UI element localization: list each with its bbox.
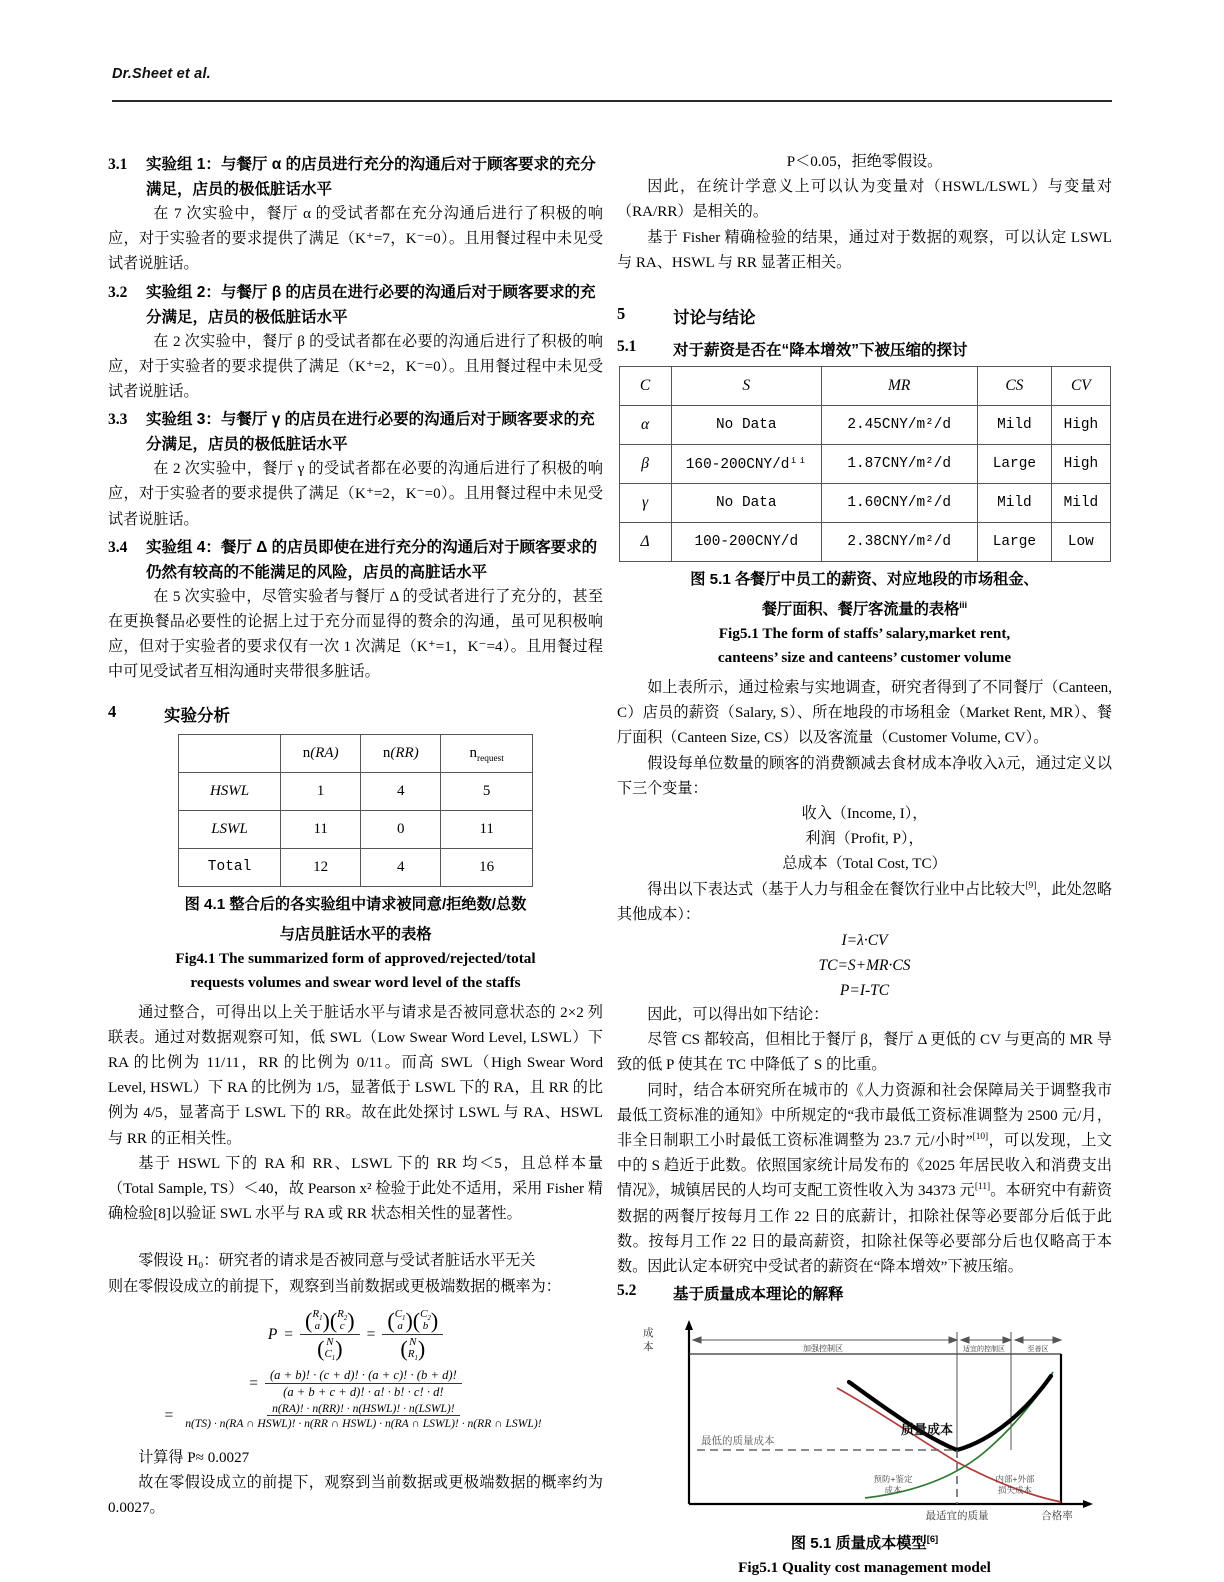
formula-line-3-num: n(RA)! · n(RR)! · n(HSWL)! · n(LSWL)! [267,1402,460,1416]
table-4-1-r1-c2: 0 [361,810,441,848]
table-4-1-r2-c0: Total [179,848,281,886]
variable-total-cost: 总成本（Total Cost, TC） [782,856,947,873]
heading-5-2 [617,1282,1112,1304]
ref-9-marker: [9] [1025,880,1037,891]
heading-5 [617,304,1112,328]
heading-3-3-title: 实验组 3：与餐厅 γ 的店员在进行必要的沟通后对于顾客要求的充分满足，店员的极低脏话水平 [146,411,595,454]
caption-5-1-footnote-marker: iii [959,598,968,610]
header-rule [112,100,1112,102]
quality-cost-chart-svg [627,1310,1103,1528]
para-minimum-wage [617,1079,1112,1281]
table-row-header [619,367,1110,406]
table-5-1-r1-c2: 1.87CNY/m²/d [821,445,977,484]
para-expression-intro-a: 得出以下表达式（基于人力与租金在餐饮行业中占比较大 [647,881,1026,898]
heading-5-2-number: 5.2 [617,1282,637,1300]
para-minimum-wage-c: 。本研究中有薪资数据的两餐厅按每月工作 22 日的底薪计，扣除社保等必要部分后低于此数。按每月工作 22 日的最高薪资，扣除社保等必要部分后也仅略高于本数。因此认定本研究中受试者的薪资在“降本增效”下被压缩。 [617,1183,1112,1276]
table-row [179,848,533,886]
heading-3-2 [108,280,603,330]
table-5-1-r2-c2: 1.60CNY/m²/d [821,484,977,523]
caption-4-1-en-line2: requests volumes and swear word level of the staffs [190,973,521,991]
table-4-1-r0-c0: HSWL [179,772,281,810]
table-5-1-r1-c1: 160-200CNY/dⁱⁱ [671,445,821,484]
table-4-1-r0-c1: 1 [281,772,361,810]
zone-label-0: 加强控制区 [802,1344,843,1354]
formula-frac-left-num: ( $R_1$ a ) ( $R_2$ c ) [300,1308,360,1335]
table-4-1-r2-c3: 16 [441,848,533,886]
para-minimum-wage-a: 同时，结合本研究所在城市的《人力资源和社会保障局关于调整我市最低工资标准的通知》中所规定的“我市最低工资标准调整为 2500 元/月，非全日制职工小时最低工资标准调整为 23.7 元/小时” [617,1082,1112,1150]
caption-4-1-cn-line1: 图 4.1 整合后的各实验组中请求被同意/拒绝数/总数 [184,895,527,913]
para-3-2: 在 2 次实验中，餐厅 β 的受试者都在必要的沟通后进行了积极的响应，对于实验者的要求提供了满足（K⁺=2，K⁻=0）。且用餐过程中未见受试者说脏话。 [108,333,603,401]
table-row [619,484,1110,523]
para-table-5-1-desc: 如上表所示，通过检索与实地调查，研究者得到了不同餐厅（Canteen, C）店员的薪资（Salary, S）、所在地段的市场租金（Market Rent, MR）、餐厅面积（Canteen Size, CS）以及客流量（Customer Volume, CV）。 [617,680,1112,747]
table-5-1-r0-c2: 2.45CNY/m²/d [821,406,977,445]
equation-income: I=λ·CV [841,932,888,950]
equation-total-cost: TC=S+MR·CS [818,957,911,975]
para-expression-intro-b: ，此处忽略其他成本）： [617,881,1112,923]
para-conclusion-cs: 尽管 CS 都较高，但相比于餐厅 β，餐厅 Δ 更低的 CV 与更高的 MR 导致的低 P 使其在 TC 中降低了 S 的比重。 [617,1032,1112,1074]
para-4-analysis-2: 基于 HSWL 下的 RA 和 RR、LSWL 下的 RR 均＜5，且总样本量（Total Sample, TS）＜40，故 Pearson x² 检验于此处不适用，采用 Fisher 精确检验[8]以验证 SWL 水平与 RA 或 RR 状态相关性的显著性。 [108,1155,603,1223]
table-4-1-header-0 [179,734,281,772]
table-4-1-r0-c2: 4 [361,772,441,810]
heading-5-title: 讨论与结论 [673,309,756,328]
caption-5-2-en: Fig5.1 Quality cost management model [738,1559,991,1577]
para-3-3: 在 2 次实验中，餐厅 γ 的受试者都在必要的沟通后进行了积极的响应，对于实验者的要求提供了满足（K⁺=2，K⁻=0）。且用餐过程中未见受试者说脏话。 [108,461,603,528]
ref-11-marker: [11] [974,1182,991,1193]
para-3-4: 在 5 次实验中，尽管实验者与餐厅 Δ 的受试者进行了充分的，甚至在更换餐品必要性的论据上过于充分而显得的赘余的沟通，虽可见积极响应，但对于实验者的要求仅有一次 1 次满足（K⁺=1，K⁻=4）。且用餐过程中可见受试者互相沟通时夹带很多脏话。 [108,588,603,681]
p-value-conclusion: 故在零假设成立的前提下，观察到当前数据或更极端数据的概率约为 0.0027。 [108,1475,603,1517]
table-5-1-r3-c1: 100-200CNY/d [671,523,821,562]
table-row [619,445,1110,484]
caption-5-1-cn-line2-wrap [617,598,1112,622]
heading-5-1 [617,338,1112,360]
para-correlation-2: 基于 Fisher 精确检验的结果，通过对于数据的观察，可以认定 LSWL 与 RA、HSWL 与 RR 显著正相关。 [617,229,1112,271]
para-3-1: 在 7 次实验中，餐厅 α 的受试者都在充分沟通后进行了积极的响应，对于实验者的要求提供了满足（K⁺=7，K⁻=0）。且用餐过程中未见受试者说脏话。 [108,206,603,273]
table-5-1-r1-c0: β [619,445,671,484]
table-5-1 [619,366,1111,562]
table-5-1-r0-c3: Mild [977,406,1052,445]
y-axis-label-line1: 成 [642,1327,653,1340]
caption-5-2-cn: 图 5.1 质量成本模型 [790,1535,927,1553]
table-5-1-r2-c3: Mild [977,484,1052,523]
caption-4-1-en-line1: Fig4.1 The summarized form of approved/rejected/total [175,949,536,967]
p-value-result: 计算得 P≈ 0.0027 [138,1449,250,1466]
para-expression-intro [617,878,1112,928]
p-threshold-line: P＜0.05，拒绝零假设。 [786,154,943,170]
running-head: Dr.Sheet et al. [112,66,211,82]
table-4-1 [178,734,533,887]
caption-5-1-en-line2: canteens’ size and canteens’ customer volume [717,649,1012,667]
heading-3-2-number: 3.2 [108,283,128,301]
heading-5-1-title: 对于薪资是否在“降本增效”下被压缩的探讨 [673,342,968,360]
x-axis-arrow [1083,1500,1093,1508]
formula-line-3: = n(RA)! · n(RR)! · n(HSWL)! · n(LSWL)! n(TS) · n(RA ∩ HSWL)! · n(RR ∩ HSWL) · n(RA ∩ LSWL)! · n(RR ∩ LSWL)! [108,1402,603,1430]
heading-3-3-number: 3.3 [108,411,128,429]
y-axis-arrow [685,1320,693,1330]
heading-3-1 [108,152,603,202]
x-axis-label-optimum: 最适宜的质量 [925,1510,988,1523]
variable-income: 收入（Income, I）， [801,806,928,823]
formula-line-2: = $\frac{(a + b)! \cdot (c + d)! \cdot (a + c)! \cdot (b + d)!}{(a + b + c + d)! \cdot a! \cdot b! \cdot c! \cdot d!}$ [108,1368,603,1400]
table-4-1-r1-c0: LSWL [179,810,281,848]
quality-cost-chart [627,1310,1103,1528]
left-column [108,150,603,1521]
zone-arrows [693,1337,1061,1343]
right-column [617,150,1112,1580]
caption-5-1-cn-line1: 图 5.1 各餐厅中员工的薪资、对应地段的市场租金、 [690,571,1039,589]
table-4-1-r2-c2: 4 [361,848,441,886]
x-axis-label-conformance: 合格率 [1040,1510,1073,1523]
formula-lhs: P [267,1325,278,1343]
table-row-header [179,734,533,772]
table-4-1-header-1: n(RA) [281,734,361,772]
table-5-1-r2-c4: Mild [1052,484,1110,523]
table-5-1-r3-c0: Δ [619,523,671,562]
ref-10-marker: [10] [972,1132,989,1143]
table-row [619,406,1110,445]
table-5-1-r3-c3: Large [977,523,1052,562]
table-5-1-r3-c4: Low [1052,523,1110,562]
table-5-1-header-4: CV [1052,367,1110,406]
formula-frac-left-den: ( N $C_1$ ) [312,1335,347,1362]
table-5-1-r0-c0: α [619,406,671,445]
formula-frac-right-den: ( N $R_1$ ) [395,1335,430,1362]
formula-line-2-den: (a + b + c + d)! · a! · b! · c! · d! [283,1384,444,1399]
table-5-1-header-3: CS [977,367,1052,406]
label-prevention-cost-line1: 预防+鉴定 [873,1474,912,1485]
heading-3-4-number: 3.4 [108,538,128,556]
formula-frac-right-num: ( $C_1$ a ) ( $C_2$ b ) [382,1308,443,1335]
table-row [179,772,533,810]
variable-profit: 利润（Profit, P）， [805,831,924,848]
para-4-analysis-1: 通过整合，可得出以上关于脏话水平与请求是否被同意状态的 2×2 列联表。通过对数据观察可知，低 SWL（Low Swear Word Level, LSWL）下 RA 的比例为 11/11，RR 的比例为 0/11。而高 SWL（High Swear Word Level, HSWL）下 RA 的比例为 1/5，显著低于 LSWL 下的 RA，且 RR 的比例为 4/5，显著高于 LSWL 下的 RR。故在此处探讨 LSWL 与 RA、HSWL 与 RR 的正相关性。 [108,1004,603,1147]
table-4-1-header-2: n(RR) [361,734,441,772]
table-4-1-r1-c1: 11 [281,810,361,848]
caption-4-1-cn-line2: 与店员脏话水平的表格 [279,925,432,943]
two-column-body [0,150,1224,1577]
formula-frac-right [382,1308,443,1362]
zone-label-1: 适宜的控制区 [962,1346,1005,1354]
label-failure-cost-line1: 内部+外部 [995,1474,1034,1485]
y-axis-label-line2: 本 [642,1341,653,1354]
table-5-1-header-2: MR [821,367,977,406]
formula-line-2-num: (a + b)! · (c + d)! · (a + c)! · (b + d)! [265,1368,462,1384]
table-4-1-r0-c3: 5 [441,772,533,810]
heading-5-2-title: 基于质量成本理论的解释 [673,1286,844,1304]
para-conclusion-intro: 因此，可以得出如下结论： [647,1007,829,1024]
zone-label-2: 至善区 [1027,1346,1048,1354]
heading-3-4 [108,535,603,585]
heading-4-number: 4 [108,701,117,721]
label-prevention-cost-line2: 成本 [883,1485,902,1496]
heading-3-3 [108,407,603,457]
table-4-1-r2-c1: 12 [281,848,361,886]
heading-3-1-title: 实验组 1：与餐厅 α 的店员进行充分的沟通后对于顾客要求的充分满足，店员的极低脏话水平 [146,156,596,198]
table-5-1-r0-c1: No Data [671,406,821,445]
formula-line-1: P = ( $R_1$ a ) ( $R_2$ c ) ( N $C_1$ ) = ( $C_1$ a ) ( $C_2$ b ) ( N $R_1$ ) [108,1308,603,1362]
caption-5-1-cn-line2: 餐厅面积、餐厅客流量的表格 [761,601,960,619]
table-row [619,523,1110,562]
table-4-1-r1-c3: 11 [441,810,533,848]
table-5-1-r2-c1: No Data [671,484,821,523]
formula-frac-2 [265,1368,462,1400]
caption-5-2-cn-wrap [617,1532,1112,1556]
table-row [179,810,533,848]
heading-3-2-title: 实验组 2：与餐厅 β 的店员在进行必要的沟通后对于顾客要求的充分满足，店员的极低脏话水平 [146,283,596,326]
heading-5-number: 5 [617,304,626,324]
table-5-1-header-1: S [671,367,821,406]
label-failure-cost-line2: 损失成本 [997,1485,1032,1496]
formula-line-3-den: n(TS) · n(RA ∩ HSWL)! · n(RR ∩ HSWL) · n(RA ∩ LSWL)! · n(RR ∩ LSWL)! [185,1416,542,1430]
heading-4-title: 实验分析 [164,706,230,725]
heading-4 [108,702,603,726]
table-5-1-r2-c0: γ [619,484,671,523]
heading-3-4-title: 实验组 4：餐厅 Δ 的店员即使在进行充分的沟通后对于顾客要求的仍然有较高的不能满足的风险，店员的高脏话水平 [146,538,598,581]
para-variable-def: 假设每单位数量的顾客的消费额减去食材成本净收入λ元，通过定义以下三个变量： [617,755,1112,797]
label-quality-cost: 质量成本 [900,1422,953,1438]
fisher-formula [108,1308,603,1430]
para-minimum-wage-b: ，可以发现，上文中的 S 趋近于此数。依照国家统计局发布的《2025 年居民收入和消费支出情况》，城镇居民的人均可支配工资性收入为 34373 元 [617,1133,1112,1200]
para-correlation-1: 因此，在统计学意义上可以认为变量对（HSWL/LSWL）与变量对（RA/RR）是相关的。 [617,179,1112,221]
table-5-1-r3-c2: 2.38CNY/m²/d [821,523,977,562]
null-hypothesis-line-2: 则在零假设成立的前提下，观察到当前数据或更极端数据的概率为： [108,1278,561,1295]
table-5-1-r1-c3: Large [977,445,1052,484]
heading-5-1-number: 5.1 [617,338,637,356]
ref-6-marker: [6] [926,1533,939,1545]
table-5-1-r0-c4: High [1052,406,1110,445]
caption-5-1-en-line1: Fig5.1 The form of staffs’ salary,market rent, [718,625,1011,643]
heading-3-1-number: 3.1 [108,156,128,173]
table-4-1-header-3: $n_{request}$ [441,734,533,772]
table-5-1-header-0: C [619,367,671,406]
equation-profit: P=I-TC [839,982,890,1000]
formula-frac-3 [180,1402,546,1430]
label-min-quality-cost: 最低的质量成本 [700,1435,774,1448]
formula-frac-left [300,1308,360,1362]
table-5-1-r1-c4: High [1052,445,1110,484]
null-hypothesis-line: 零假设 H₀：研究者的请求是否被同意与受试者脏话水平无关 [138,1253,536,1270]
